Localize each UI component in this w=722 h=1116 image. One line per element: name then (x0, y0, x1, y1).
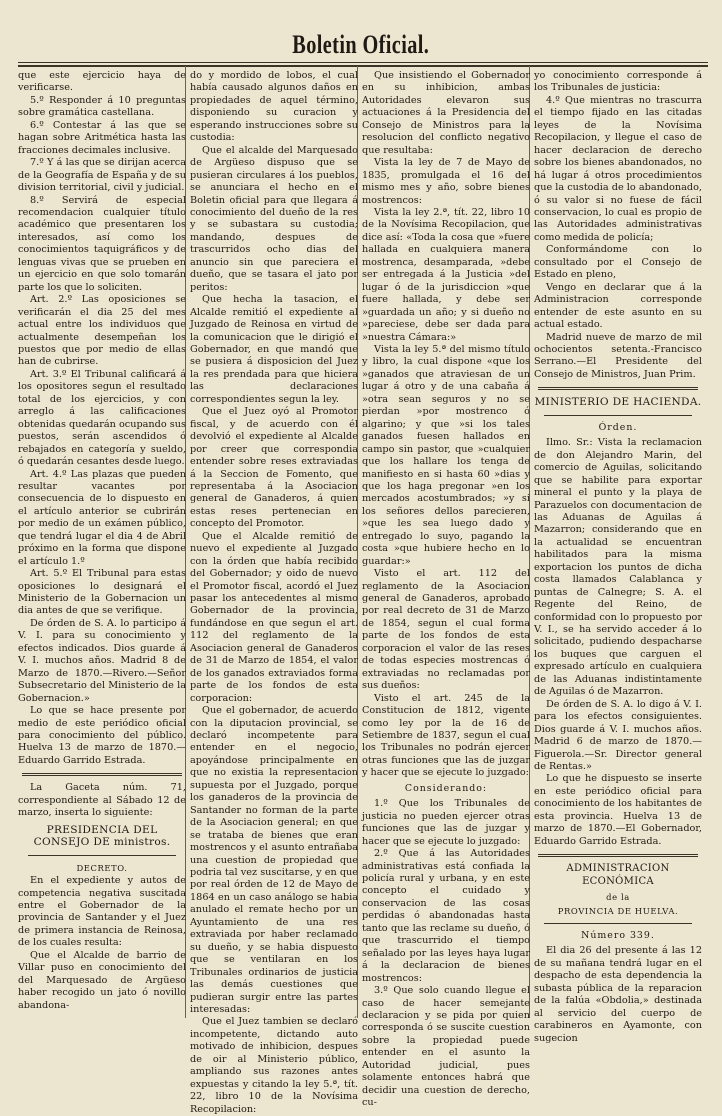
paragraph: Conformándome con lo consultado por el Consejo de Estado en pleno, (534, 244, 702, 281)
section-separator (22, 773, 182, 776)
paragraph: Que el Alcalde remitió de nuevo el expediente al Juzgado con la órden que había recibido del Gobernador; y oido de nuevo el Promotor fiscal, acordó el Juez pasar los antecedentes al mismo Gobernador de la provincia, fundándose en que segun el art. 112 del reglamento de la Asociacion general de Ganaderos de 31 de Marzo de 1854, el valor de los ganados extraviados forma parte de los fondos de esta corporacion: (190, 530, 358, 704)
section-heading: MINISTERIO DE HACIENDA. (534, 396, 702, 409)
header-rule-thick (18, 65, 708, 67)
column-3 (362, 70, 530, 1109)
paragraph: Vista la ley de 7 de Mayo de 1835, promulgada el 16 del mismo mes y año, sobre bienes mostrencos: (362, 157, 530, 206)
notice-number: Número 339. (581, 930, 655, 941)
paragraph: El dia 26 del presente á las 12 de su mañana tendrá lugar en el despacho de esta dependencia la subasta pública de la reparacion de la falúa «Obdolia,» destinada al servicio del cuerpo de carabineros en Ayamonte, con sugecion (534, 945, 702, 1044)
paragraph: 2.º Que á las Autoridades administrativas está confiada la policía rural y urbana, y en este concepto el cuidado y conservacion de las cosas perdidas ó abandonadas hasta tanto que las reclame su dueño, ó que trascurrido el tiempo señalado por las leyes haya lugar á la declaracion de bienes mostrencos: (362, 848, 530, 984)
masthead (0, 30, 722, 60)
paragraph: Que el alcalde del Marquesado de Argüeso dispuso que se pusieran circulares á los pueblos, se anunciara el hecho en el Boletin oficial para que llegara á conocimiento del dueño de la res y se subastara su custodia; mandando, despues de trascurridos ocho dias del anuncio sin que pareciera el dueño, que se tasara el jato por peritos: (190, 144, 358, 293)
paragraph: Que hecha la tasacion, el Alcalde remitió el expediente al Juzgado de Reinosa en virtud de la comunicacion que le dirigió el Gobernador, en que mandó que se pusiera á disposicion del Juez la res prendada para que hiciera las declaraciones correspondientes segun la ley. (190, 294, 358, 405)
paragraph: Que el gobernador, de acuerdo con la diputacion provincial, se declaró incompetente para entender en el negocio, apoyándose principalmente en que no existia la representacion supuesta por el Juzgado, porque los ganaderos de la provincia de Santander no forman de la parte de la Asociacion general; en que se trataba de bienes que eran mostrencos y el asunto entrañaba una cuestion de propiedad que podria tal vez suscitarse, y en que por real órden de 12 de Mayo de 1864 en un caso análogo se habia anulado el remate hecho por un Ayuntamiento de una res extraviada por haber reclamado su dueño, y se habia dispuesto que se ventilaran en los Tribunales ordinarios de justicia las demás cuestiones que pudieran surgir entre las partes interesadas: (190, 705, 358, 1015)
paragraph: 8.º Servirá de especial recomendacion cualquier título académico que presentaren los interesados, así como los conocimientos taquigráficos y de lenguas vivas que se prueben en un ejercicio en que solo tomarán parte los que lo soliciten. (18, 194, 186, 293)
article-paragraph: Art. 3.º El Tribunal calificará á los opositores segun el resultado total de los ejercicios, y con arreglo á las calificaciones obtenidas quedarán ocupando sus puestos, serán ascendidos ó rebajados en categoría y sueldo, ó quedarán cesantes desde luego. (18, 368, 186, 468)
section-heading: PRESIDENCIA DEL CONSEJO DE ministros. (33, 823, 171, 849)
article-paragraph: Art. 5.º El Tribunal para estas oposiciones lo designará el Ministerio de la Gobernacion un dia antes de que se verifique. (18, 568, 186, 617)
paragraph: Lo que se hace presente por medio de este periódico oficial para conocimiento del público. Huelva 13 de marzo de 1870.—Eduardo Garrido Estrada. (18, 705, 186, 766)
paragraph: Vengo en declarar que á la Administracion corresponde entender de este asunto en su actual estado. (534, 281, 702, 331)
paragraph: Vista la ley 2.ª, tít. 22, libro 10 de la Novísima Recopilacion, que dice así: «Toda la cosa que »fuere hallada en cualquiera manera mostrenca, desamparada, »debe ser entregada á la Justicia »del lugar ó de la jurisdiccion »que fuere hallada, y debe ser »guardada un año; y si dueño no »pareciese, debe ser dada para »nuestra Cámara:» (362, 206, 530, 343)
paragraph: Visto el art. 245 de la Constitucion de 1812, vigente como ley por la de 16 de Setiembre de 1837, segun el cual los Tribunales no podrán ejercer otras funciones que las de juzgar y hacer que se ejecute lo juzgado: (362, 692, 530, 779)
paragraph: De órden de S. A. lo digo á V. I. para los efectos consiguientes. Dios guarde á V. I. muchos años. Madrid 6 de marzo de 1870.—Figuerola.—Sr. Director general de Rentas.» (534, 698, 702, 773)
paragraph: Que el Juez oyó al Promotor fiscal, y de acuerdo con él devolvió el expediente al Alcalde por creer que correspondia entender sobre reses extraviadas á la Seccion de Fomento, que representaba á la Asociacion general de Ganaderos, á quien estas reses pertenecian en concepto del Promotor. (190, 406, 358, 530)
paragraph: 6.º Contestar á las que se hagan sobre Aritmética hasta las fracciones decimales inclusive. (18, 119, 186, 156)
section-separator (538, 387, 698, 390)
rule (544, 923, 692, 924)
paragraph: Visto el art. 112 del reglamento de la Asociacion general de Ganaderos, aprobado por real decreto de 31 de Marzo de 1854, segun el cual forma parte de los fondos de esta corporacion el valor de las reses de todas especies mostrencas ó extraviadas no reclamadas por sus dueños: (362, 568, 530, 692)
column-1 (18, 70, 186, 1018)
rule (28, 855, 176, 856)
section-heading-connector: de la (606, 892, 630, 903)
section-separator (538, 854, 698, 857)
column-2 (190, 70, 358, 1115)
paragraph: Vista la ley 5.ª del mismo título y libro, la cual dispone «que los »ganados que atraviesan de un lugar á otro y de una cabaña á »otra sean seguros y no se pierdan »por mostrenco ó algarino; y que »si los tales ganados fuesen hallados en campo sin pastor, que »cualquier que los hallare los tenga de manifiesto en si hasta 60 »dias y que los haga pregonar »en los mercados acostumbrados; »y si los señores dellos parecieren, »que les sea luego dado y entregado lo suyo, pagando la costa »que hubiere hecho en lo guardar:» (362, 343, 530, 567)
paragraph: 3.º Que solo cuando llegue el caso de hacer semejante declaracion y se pida por quien corresponda ó se suscite cuestion sobre la propiedad puede entender en el asunto la Autoridad judicial, pues solamente entonces habrá que decidir una cuestion de derecho, cu- (362, 985, 530, 1109)
paragraph: Ilmo. Sr.: Vista la reclamacion de don Alejandro Marin, del comercio de Aguilas, solicitando que se habilite para exportar mineral el punto y la playa de Parazuelos con documentacion de las Aduanas de Aguilas á Mazarron; considerando que en la actualidad se encuentran habilitados para la misma exportacion los puntos de dicha costa llamados Calablanca y puntas de Calnegre; S. A. el Regente del Reino, de conformidad con lo propuesto por V. I., se ha servido acceder á lo solicitado, pudiendo despacharse los buques que carguen el expresado artículo en cualquiera de las Aduanas indistintamente de Aguilas ó de Mazarron. (534, 437, 702, 698)
considering-heading: Considerando: (404, 782, 488, 794)
page-title: Boletin Oficial. (292, 30, 430, 59)
article-paragraph: Art. 4.º Las plazas que pueden resultar vacantes por consecuencia de lo dispuesto en el artículo anterior se cubrirán por medio de un exámen público, que tendrá lugar el dia 4 de Abril próximo en la forma que dispone el artículo 1.º (18, 468, 186, 567)
decree-label: DECRETO. (76, 862, 128, 873)
paragraph: Que el Juez tambien se declaró incompetente, dictando auto motivado de inhibicion, despues de oir al Ministerio público, ampliando sus razones antes expuestas y citando la ley 5.ª, tít. 22, libro 10 de la Novísima Recopilacion: (190, 1016, 358, 1115)
paragraph: 7.º Y á las que se dirijan acerca de la Geografía de España y de su division territorial, civil y judicial. (18, 157, 186, 194)
paragraph: De órden de S. A. lo participo á V. I. para su conocimiento y efectos indicados. Dios guarde á V. I. muchos años. Madrid 8 de Marzo de 1870.—Rivero.—Señor Subsecretario del Ministerio de la Gobernacion.» (18, 617, 186, 704)
header-rule (18, 62, 708, 63)
paragraph: yo conocimiento corresponde á los Tribunales de justicia: (534, 70, 702, 94)
column-4 (534, 70, 702, 1044)
section-heading: ADMINISTRACION ECONÓMICA (566, 863, 670, 887)
paragraph: 1.º Que los Tribunales de justicia no pueden ejercer otras funciones que las de juzgar y hacer que se ejecute lo juzgado: (362, 798, 530, 847)
paragraph: 5.º Responder á 10 preguntas sobre gramática castellana. (18, 94, 186, 119)
paragraph: 4.º Que mientras no trascurra el tiempo fijado en las citadas leyes de la Novísima Recopilacion, y llegue el caso de hacer declaracion de derecho sobre los bienes abandonados, no há lugar á otros procedimientos que la custodia de lo abandonado, ó su valor si no fuese de fácil conservacion, lo cual es propio de las Autoridades administrativas como medida de policía; (534, 94, 702, 243)
signature-paragraph: Madrid nueve de marzo de mil ochocientos setenta.-Francisco Serrano.—El Presidente del Consejo de Ministros, Juan Prim. (534, 331, 702, 380)
section-subheading: PROVINCIA DE HUELVA. (557, 905, 679, 916)
order-label: Órden. (598, 421, 638, 433)
paragraph: Lo que he dispuesto se inserte en este periódico oficial para conocimiento de los habitantes de esta provincia. Huelva 13 de marzo de 1870.—El Gobernador, Eduardo Garrido Estrada. (534, 773, 702, 847)
paragraph: En el expediente y autos de competencia negativa suscitada entre el Gobernador de la provincia de Santander y el Juez de primera instancia de Reinosa, de los cuales resulta: (18, 875, 186, 949)
paragraph: Que insistiendo el Gobernador en su inhibicion, ambas Autoridades elevaron sus actuaciones á la Presidencia del Consejo de Ministros para la resolucion del conflicto negativo que resultaba: (362, 70, 530, 156)
rule (544, 415, 692, 416)
paragraph: Que el Alcalde de barrio de Villar puso en conocimiento del del Marquesado de Argüeso haber recogido un jato ó novillo abandona- (18, 949, 186, 1011)
article-paragraph: Art. 2.º Las oposiciones se verificarán el dia 25 del mes actual entre los individuos que actualmente desempeñan los puestos que por medio de ellas han de cubrirse. (18, 294, 186, 368)
paragraph: La Gaceta núm. 71, correspondiente al Sábado 12 de marzo, inserta lo siguiente: (18, 782, 186, 819)
paragraph: que este ejercicio haya de verificarse. (18, 70, 186, 94)
paragraph: do y mordido de lobos, el cual había causado algunos daños en propiedades de aquel término, disponiendo su curacion y esperando instrucciones sobre su custodia: (190, 70, 358, 144)
